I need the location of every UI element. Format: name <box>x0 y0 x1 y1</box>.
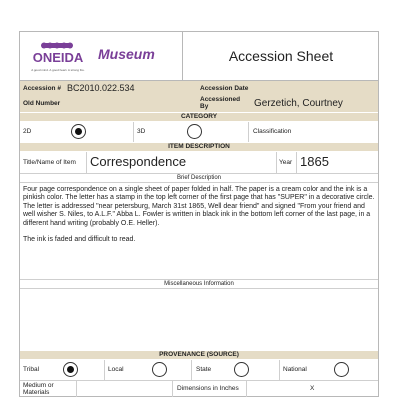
national-label: National <box>283 366 307 373</box>
local-label: Local <box>108 366 124 373</box>
brief-description-paragraph: The ink is faded and difficult to read. <box>23 236 136 244</box>
national-radio[interactable] <box>334 362 349 377</box>
radio-selected-dot <box>67 366 74 373</box>
brief-description-field[interactable] <box>23 186 375 252</box>
category-row <box>20 122 378 142</box>
provenance-heading: PROVENANCE (SOURCE) <box>20 351 378 359</box>
old-number-field[interactable] <box>67 98 187 108</box>
misc-info-field[interactable] <box>23 291 375 349</box>
misc-info-label: Miscellaneous Information <box>164 281 234 287</box>
category-heading: CATEGORY <box>20 113 378 121</box>
dimensions-separator: X <box>310 385 315 392</box>
old-number-label: Old Number <box>23 100 61 107</box>
logo-tagline: A good mind. A good heart. A strong fire. <box>31 68 85 72</box>
state-label: State <box>196 366 212 373</box>
category-2d-radio[interactable] <box>71 124 86 139</box>
item-description-heading: ITEM DESCRIPTION <box>20 143 378 151</box>
museum-label: Museum <box>98 46 155 62</box>
accession-number-field[interactable]: BC2010.022.534 <box>67 83 135 93</box>
accessioned-by-label: Accessioned By <box>200 96 241 110</box>
medium-field[interactable] <box>80 383 170 394</box>
accession-date-field[interactable] <box>252 83 372 93</box>
dimensions-label: Dimensions in Inches <box>177 385 239 392</box>
category-2d-label: 2D <box>23 128 32 135</box>
medium-label: Medium or Materials <box>23 382 54 396</box>
sheet-title-box <box>182 32 379 80</box>
oneida-logo <box>24 37 92 77</box>
accessioned-by-field[interactable]: Gerzetich, Courtney <box>254 98 343 109</box>
category-3d-label: 3D <box>137 128 146 135</box>
brief-description-label: Brief Description <box>176 175 221 181</box>
tribal-radio[interactable] <box>63 362 78 377</box>
local-radio[interactable] <box>152 362 167 377</box>
logo-wordmark: ONEIDA <box>32 50 84 65</box>
physical-row <box>20 381 378 397</box>
title-field[interactable]: Correspondence <box>90 154 187 169</box>
brief-description-paragraph: Four page correspondence on a single sheet of paper folded in half. The paper is a cream color and the ink is a pinkish color. The letter has a stamp in the top left corner of the first page that has "SUPER" in a decorative circle. The letter is addressed "near petersburg, March 31st 1865, Well dear friend" and signed "From your friend and well wisher S. Niles, to A.L.F." Abba L. Fowler is written in black ink in the bottom left corner of the last page, in a different hand writing (probably O.E. Heller). <box>23 186 375 227</box>
sheet-title: Accession Sheet <box>228 48 334 64</box>
provenance-row <box>20 360 378 380</box>
accession-number-label: Accession # <box>23 85 61 92</box>
title-label: Title/Name of Item <box>23 159 76 166</box>
accession-sheet <box>19 31 379 397</box>
sheet-header <box>20 32 378 81</box>
accession-date-label: Accession Date <box>200 85 249 92</box>
classification-field[interactable] <box>300 126 375 138</box>
accession-block <box>20 81 378 112</box>
logo-emblem-icon <box>41 43 73 49</box>
category-3d-radio[interactable] <box>187 124 202 139</box>
item-title-row <box>20 152 378 173</box>
year-field[interactable]: 1865 <box>300 154 329 169</box>
state-radio[interactable] <box>234 362 249 377</box>
year-label: Year <box>279 159 293 166</box>
radio-selected-dot <box>75 128 82 135</box>
classification-label: Classification <box>253 128 292 135</box>
tribal-label: Tribal <box>23 366 40 373</box>
